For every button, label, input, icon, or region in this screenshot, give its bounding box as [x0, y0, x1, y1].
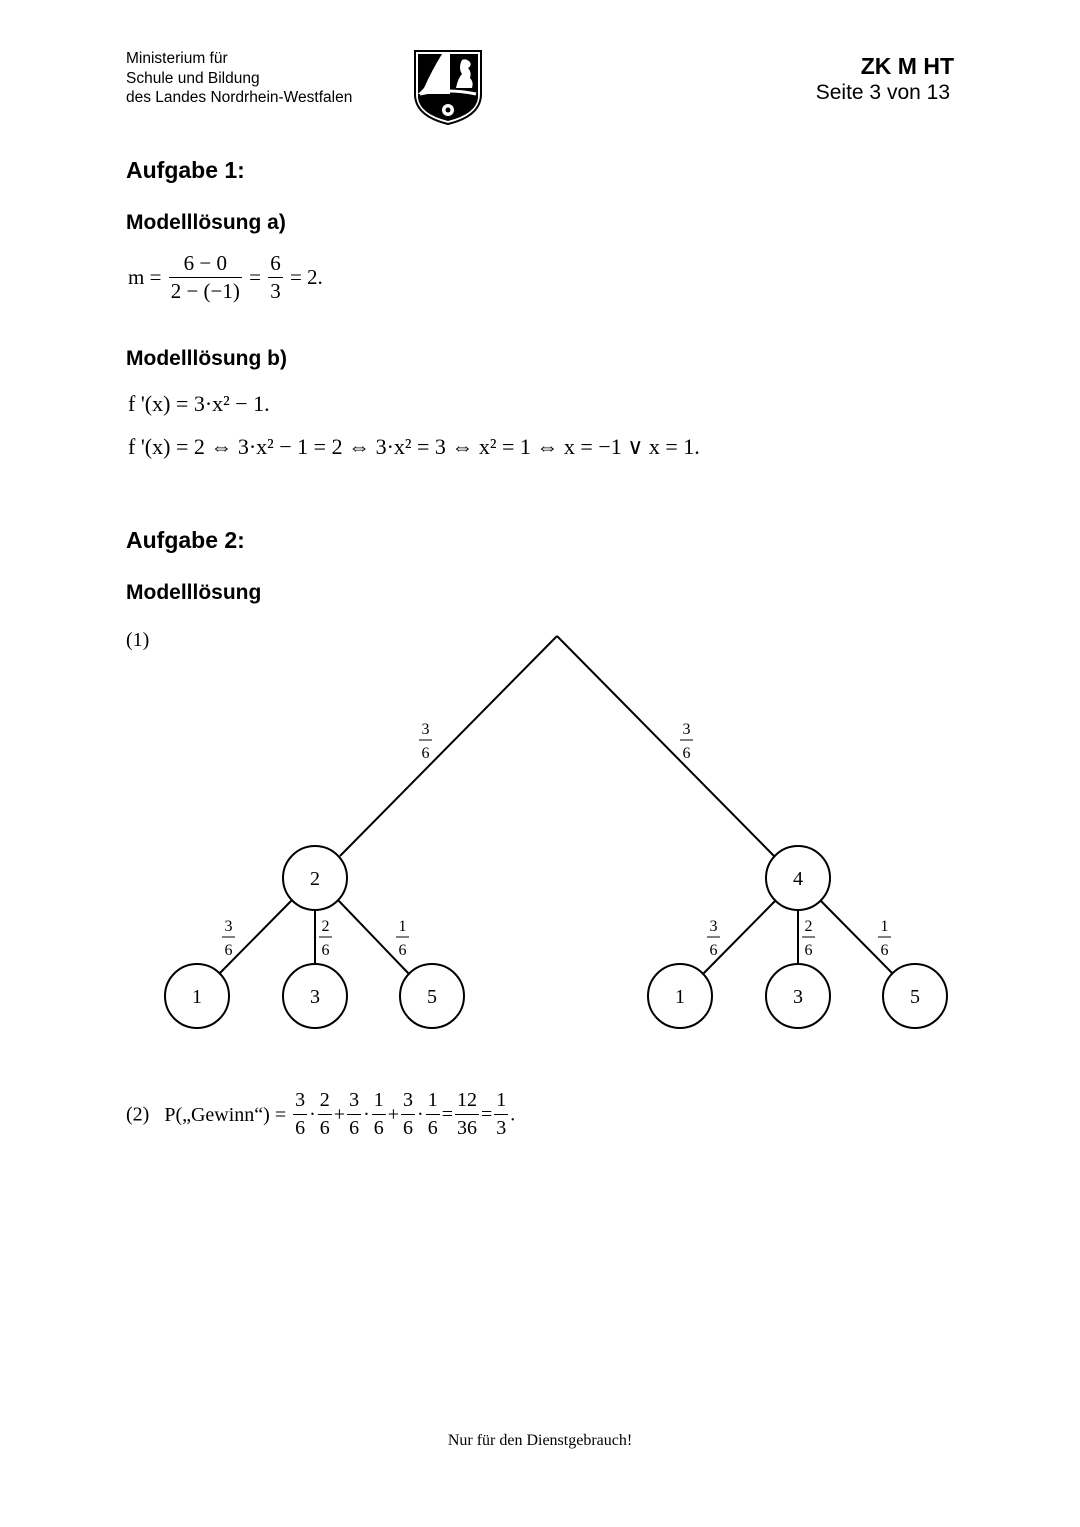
term3-a-den: 6 — [403, 1117, 414, 1139]
task2-title: Aufgabe 2: — [126, 527, 245, 553]
result-fraction-2 — [494, 1087, 508, 1142]
tree-branch-root-left — [340, 636, 557, 856]
prob-right-5-num: 1 — [880, 918, 889, 935]
plus-2: + — [387, 1103, 400, 1126]
dot-1: · — [309, 1103, 316, 1126]
dot-3: · — [417, 1103, 424, 1126]
result2-num: 1 — [494, 1087, 508, 1115]
document-code: ZK M HT — [860, 53, 954, 79]
task1a-heading: Modelllösung a) — [126, 211, 286, 234]
prob-left-5-den: 6 — [398, 942, 407, 959]
prob-root-left-den: 6 — [421, 745, 430, 762]
prob-right-5-den: 6 — [880, 942, 889, 959]
term1-a-num: 3 — [293, 1087, 307, 1115]
equals-1: = — [441, 1103, 453, 1126]
result1-den: 36 — [456, 1117, 477, 1139]
part2-label: (2) — [126, 1103, 150, 1126]
slope-frac2-denominator: 3 — [270, 279, 281, 303]
page-number: Seite 3 von 13 — [815, 81, 950, 104]
term3-fraction-b — [426, 1087, 440, 1142]
ministry-line-3: des Landes Nordrhein-Westfalen — [126, 89, 353, 106]
prob-left-1-num: 3 — [224, 918, 233, 935]
prob-right-3-num: 2 — [804, 918, 813, 935]
result1-num: 12 — [455, 1087, 479, 1115]
prob-right-1-den: 6 — [709, 942, 718, 959]
task2-heading: Modelllösung — [126, 581, 262, 604]
tree-node-right-3-label: 3 — [793, 986, 803, 1008]
part1-label: (1) — [126, 629, 150, 651]
result2-den: 3 — [496, 1117, 507, 1139]
prob-right-1-num: 3 — [709, 918, 718, 935]
term2-a-num: 3 — [347, 1087, 361, 1115]
tree-node-4-label: 4 — [793, 868, 803, 890]
prob-left-1-den: 6 — [224, 942, 233, 959]
tree-node-left-1-label: 1 — [192, 986, 202, 1008]
slope-result: = 2. — [289, 265, 323, 289]
dot-2: · — [363, 1103, 370, 1126]
plus-1: + — [333, 1103, 346, 1126]
equals-2: = — [480, 1103, 493, 1126]
footer-note: Nur für den Dienstgebrauch! — [447, 1432, 633, 1449]
term1-fraction-a — [293, 1087, 307, 1142]
slope-equals: = — [249, 265, 261, 289]
derivative-equation-line: f '(x) = 2 ⇔ 3·x² − 1 = 2 ⇔ 3·x² = 3 ⇔ x² = 1 ⇔ x = −1 ∨ x = 1. — [128, 434, 700, 459]
term2-b-den: 6 — [373, 1117, 384, 1139]
term1-b-den: 6 — [319, 1117, 330, 1139]
prob-left-5-num: 1 — [398, 918, 407, 935]
prob-left-3-den: 6 — [321, 942, 330, 959]
prob-root-right-num: 3 — [682, 721, 691, 738]
term3-b-den: 6 — [427, 1117, 438, 1139]
term3-b-num: 1 — [426, 1087, 440, 1115]
term2-fraction-a — [347, 1087, 361, 1142]
prob-left-3-num: 2 — [321, 918, 330, 935]
tree-node-left-5-label: 5 — [427, 986, 437, 1008]
result-fraction-1 — [455, 1087, 479, 1142]
prob-root-right-den: 6 — [682, 745, 691, 762]
prob-root-left-num: 3 — [421, 721, 430, 738]
term1-fraction-b — [318, 1087, 332, 1142]
term3-a-num: 3 — [401, 1087, 415, 1115]
slope-lhs: m = — [128, 265, 162, 289]
slope-frac2-numerator: 6 — [268, 250, 283, 278]
tree-node-left-3-label: 3 — [310, 986, 320, 1008]
term1-a-den: 6 — [295, 1117, 306, 1139]
term3-fraction-a — [401, 1087, 415, 1142]
equation-end: . — [510, 1103, 516, 1126]
ministry-line-1: Ministerium für — [126, 50, 228, 67]
probability-lhs: P(„Gewinn“) = — [164, 1103, 287, 1126]
tree-node-right-1-label: 1 — [675, 986, 685, 1008]
term2-a-den: 6 — [349, 1117, 360, 1139]
tree-branch-root-right — [557, 636, 774, 856]
term1-b-num: 2 — [318, 1087, 332, 1115]
prob-right-3-den: 6 — [804, 942, 813, 959]
tree-node-right-5-label: 5 — [910, 986, 920, 1008]
term2-b-num: 1 — [372, 1087, 386, 1115]
term2-fraction-b — [372, 1087, 386, 1142]
task1-title: Aufgabe 1: — [126, 157, 245, 183]
derivative-line: f '(x) = 3·x² − 1. — [128, 391, 270, 416]
slope-frac1-denominator: 2 − (−1) — [170, 279, 240, 303]
task1b-heading: Modelllösung b) — [126, 347, 287, 370]
ministry-line-2: Schule und Bildung — [126, 69, 260, 87]
win-probability-equation — [126, 1087, 515, 1142]
tree-node-2-label: 2 — [310, 868, 320, 890]
slope-frac1-numerator: 6 − 0 — [169, 250, 242, 278]
